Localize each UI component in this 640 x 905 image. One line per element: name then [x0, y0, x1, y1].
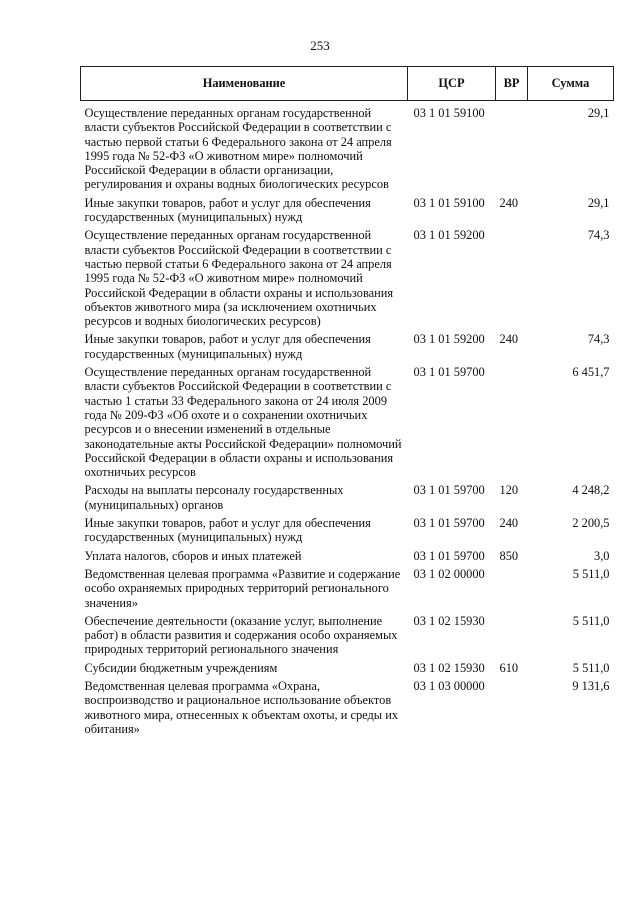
cell-sum: 9 131,6 [572, 678, 610, 693]
header-name: Наименование [81, 67, 408, 101]
cell-csr: 03 1 02 00000 [413, 566, 485, 581]
table-row [81, 332, 614, 365]
table-row [81, 567, 614, 614]
cell-sum: 29,1 [587, 106, 610, 120]
header-csr: ЦСР [408, 67, 496, 101]
table-row [81, 101, 614, 196]
table-row [81, 365, 614, 483]
budget-table [80, 66, 614, 740]
cell-name: Осуществление переданных органам государственной власти субъектов Российской Федерации в соответствии с частью первой статьи 6 Федерального закона от 24 апреля 1995 года № 52-ФЗ «О животном мире» полномочий Российской Федерации в области организации, регулирования и охраны водных биологических ресурсов [84, 106, 392, 192]
cell-csr: 03 1 01 59700 [413, 516, 485, 531]
cell-csr: 03 1 02 15930 [413, 613, 485, 628]
cell-vr [496, 614, 528, 661]
cell-name: Осуществление переданных органам государственной власти субъектов Российской Федерации в соответствии с частью первой статьи 6 Федерального закона от 24 апреля 1995 года № 52-ФЗ «О животном мире» полномочий Российской Федерации в области охраны и использования объектов животного мира (за исключением охотничьих ресурсов и водных биологических ресурсов) [84, 228, 394, 329]
table-body [81, 101, 614, 741]
table-row [81, 516, 614, 549]
cell-name: Иные закупки товаров, работ и услуг для обеспечения государственных (муниципальных) нужд [84, 332, 371, 361]
cell-sum: 74,3 [587, 228, 610, 243]
cell-name: Иные закупки товаров, работ и услуг для обеспечения государственных (муниципальных) нужд [84, 195, 371, 225]
cell-vr: 240 [499, 516, 519, 531]
cell-sum: 2 200,5 [572, 516, 610, 531]
cell-vr [496, 679, 528, 740]
cell-vr: 240 [499, 332, 519, 347]
header-row [81, 67, 614, 101]
cell-name: Ведомственная целевая программа «Охрана, воспроизводство и рациональное использование объектов животного мира, отнесенных к объектам охоты, и среды их обитания» [84, 678, 399, 736]
cell-vr: 610 [499, 660, 519, 675]
page-number: 253 [310, 38, 330, 53]
table-row [81, 661, 614, 679]
cell-name: Иные закупки товаров, работ и услуг для обеспечения государственных (муниципальных) нужд [84, 516, 371, 545]
table-row [81, 614, 614, 661]
cell-vr [496, 365, 528, 483]
header-sum: Сумма [528, 67, 614, 101]
cell-sum: 74,3 [587, 332, 610, 347]
table-row [81, 549, 614, 567]
cell-sum: 5 511,0 [572, 613, 610, 628]
table-row [81, 483, 614, 516]
table-row [81, 679, 614, 740]
cell-csr: 03 1 01 59100 [413, 195, 485, 210]
cell-csr: 03 1 01 59700 [413, 483, 485, 498]
cell-csr: 03 1 01 59200 [413, 332, 485, 347]
cell-vr [496, 101, 528, 196]
cell-vr: 850 [499, 548, 519, 563]
cell-name: Ведомственная целевая программа «Развитие и содержание особо охраняемых природных территорий регионального значения» [84, 566, 401, 610]
cell-name: Уплата налогов, сборов и иных платежей [84, 548, 302, 563]
cell-vr: 120 [499, 483, 519, 498]
cell-csr: 03 1 01 59700 [413, 548, 485, 563]
cell-name: Расходы на выплаты персоналу государственных (муниципальных) органов [84, 483, 344, 512]
cell-name: Обеспечение деятельности (оказание услуг, выполнение работ) в области развития и содержания особо охраняемых природных территорий регионального значения [84, 613, 398, 657]
cell-sum: 4 248,2 [572, 483, 610, 498]
cell-csr: 03 1 01 59200 [413, 228, 485, 243]
cell-name: Субсидии бюджетным учреждениям [84, 660, 278, 675]
header-vr: ВР [496, 67, 528, 101]
cell-sum: 5 511,0 [572, 660, 610, 675]
table-header [81, 67, 614, 101]
cell-sum: 5 511,0 [572, 566, 610, 581]
cell-vr [496, 567, 528, 614]
cell-sum: 29,1 [587, 195, 610, 210]
cell-csr: 03 1 01 59700 [413, 365, 485, 380]
table-row [81, 196, 614, 229]
cell-vr: 240 [499, 195, 519, 210]
table-row [81, 228, 614, 332]
cell-name: Осуществление переданных органам государственной власти субъектов Российской Федерации в соответствии с частью 1 статьи 33 Федерального закона от 24 июля 2009 года № 209-ФЗ «Об охоте и о сохранении охотничьих ресурсов и о внесении изменений в отдельные законодательные акты Российской Федерации» полномочий Российской Федерации в области охраны и использования охотничьих ресурсов [84, 365, 402, 480]
cell-csr: 03 1 01 59100 [413, 106, 485, 120]
cell-vr [496, 228, 528, 332]
cell-csr: 03 1 02 15930 [413, 660, 485, 675]
cell-sum: 3,0 [594, 548, 610, 563]
cell-csr: 03 1 03 00000 [413, 678, 485, 693]
cell-sum: 6 451,7 [572, 365, 610, 380]
